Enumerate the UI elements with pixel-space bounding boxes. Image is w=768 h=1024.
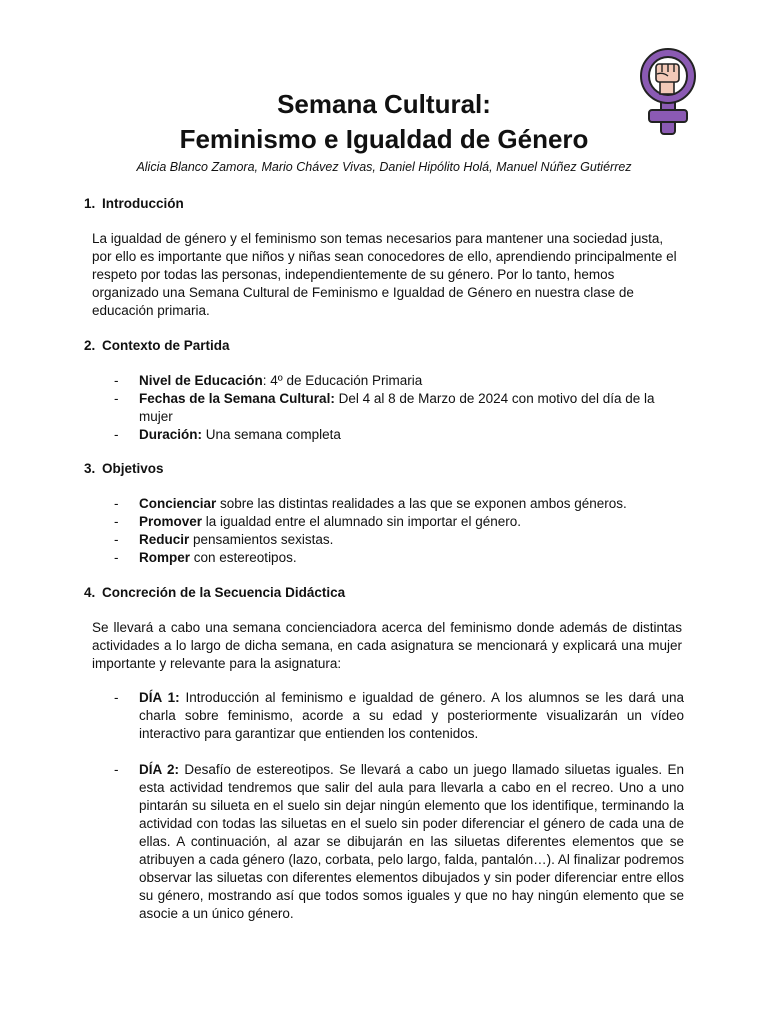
objectives-list [114,495,684,567]
document-title-line2: Feminismo e Igualdad de Género [179,124,589,154]
section-number: 1. [84,196,96,211]
list-item-day-2 [114,761,684,923]
section-heading-introduccion [84,196,184,211]
item-text: Del 4 al 8 de Marzo de 2024 con motivo del día de la mujer [139,391,655,424]
authors-line: Alicia Blanco Zamora, Mario Chávez Vivas, Daniel Hipólito Holá, Manuel Núñez Gutiérrez [136,160,632,174]
section-title: Introducción [102,196,184,211]
section-title: Objetivos [102,461,164,476]
item-bold: DÍA 2: [139,762,180,777]
day-1-list [114,689,684,743]
item-text: con estereotipos. [190,550,297,565]
list-item [114,390,684,426]
section-title: Concreción de la Secuencia Didáctica [102,585,346,600]
item-bold: Fechas de la Semana Cultural: [139,391,335,406]
item-text: Introducción al feminismo e igualdad de género. A los alumnos se les dará una charla sobre feminismo, acorde a su edad y posteriormente visualizarán un vídeo interactivo para garantizar que entienden los contenidos. [139,690,684,741]
context-list [114,372,684,444]
section-heading-contexto [84,338,230,353]
item-text: Una semana completa [202,427,341,442]
list-item-day-1 [114,689,684,743]
item-bold: Reducir [139,532,190,547]
section-number: 2. [84,338,96,353]
item-bold: Duración: [139,427,203,442]
item-text: la igualdad entre el alumnado sin importar el género. [202,514,521,529]
document-title-line1: Semana Cultural: [277,89,491,119]
intro-paragraph: La igualdad de género y el feminismo son temas necesarios para mantener una sociedad justa, por ello es importante que niños y niñas sean conocedores de ello, aprendiendo principalmente el respeto por todas las personas, independientemente de su género. Por lo tanto, hemos organizado una Semana Cultural de Feminismo e Igualdad de Género en nuestra clase de educación primaria. [92,231,677,318]
item-text: pensamientos sexistas. [189,532,334,547]
list-item [114,549,684,567]
item-bold: Concienciar [139,496,217,511]
section-number: 3. [84,461,96,476]
item-text: sobre las distintas realidades a las que se exponen ambos géneros. [216,496,627,511]
day-2-list [114,761,684,923]
section-title: Contexto de Partida [102,338,230,353]
list-item [114,531,684,549]
item-text: : 4º de Educación Primaria [262,373,423,388]
item-bold: Nivel de Educación [139,373,263,388]
item-text: Desafío de estereotipos. Se llevará a cabo un juego llamado siluetas iguales. En esta actividad tendremos que salir del aula para llevarla a cabo en el recreo. Uno a uno pintarán su silueta en el suelo sin dejar ningún elemento que los identifique, terminando la actividad con todas las siluetas en el suelo sin poder diferenciar el género de cada una de ellas. A continuación, al azar se dibujarán en las siluetas diferentes elementos que se atribuyen a cada género (lazo, corbata, pelo largo, falda, pantalón…). Al finalizar podremos observar las siluetas con diferentes elementos dibujados y sin poder diferenciar entre ellos su género, mostrando así que todos somos iguales y que no hay ningún elemento que se asocie a un único género. [139,762,684,921]
item-bold: Promover [139,514,203,529]
list-item [114,495,684,513]
list-item [114,372,684,390]
sequence-intro-paragraph: Se llevará a cabo una semana concienciadora acerca del feminismo donde además de distintas actividades a lo largo de dicha semana, en cada asignatura se mencionará y explicará una mujer importante y relevante para la asignatura: [92,620,682,671]
section-heading-concrecion [84,585,345,600]
item-bold: Romper [139,550,191,565]
section-number: 4. [84,585,96,600]
list-item [114,426,684,444]
list-item [114,513,684,531]
item-bold: DÍA 1: [139,690,180,705]
section-heading-objetivos [84,461,164,476]
